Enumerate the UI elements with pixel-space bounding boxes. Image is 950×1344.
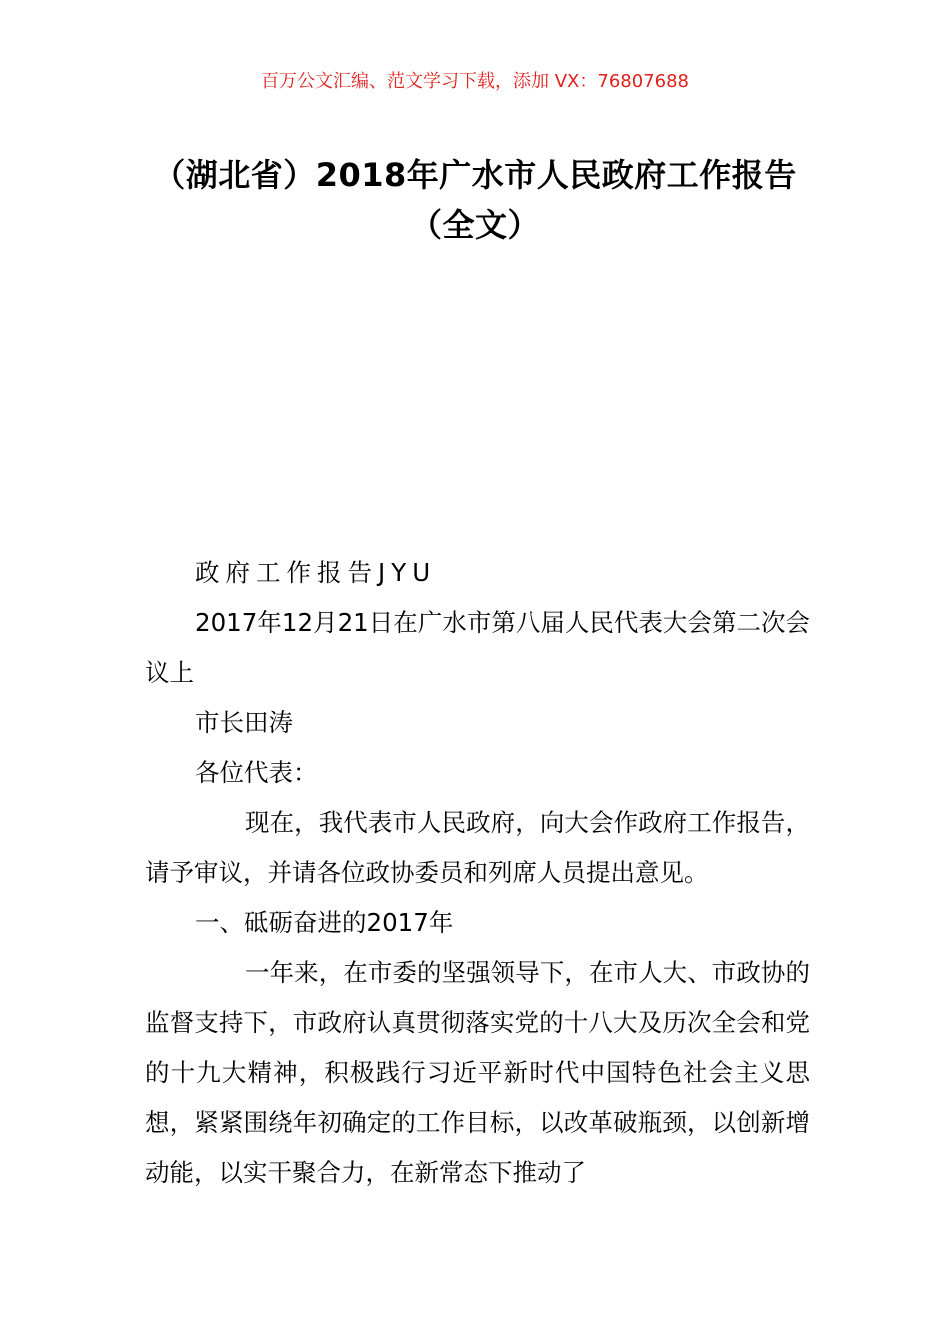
header-promo-note: 百万公文汇编、范文学习下载，添加 VX：76807688 [261, 71, 689, 92]
speaker-line: 市长田涛 [195, 708, 293, 737]
report-heading: 政府工作报告JYU [195, 558, 437, 587]
intro-paragraph: 现在，我代表市人民政府，向大会作政府工作报告，请予审议，并请各位政协委员和列席人员提出意见。 [145, 808, 810, 887]
document-title: （湖北省）2018年广水市人民政府工作报告（全文） [153, 156, 797, 244]
salutation: 各位代表： [195, 758, 318, 787]
meeting-line: 2017年12月21日在广水市第八届人民代表大会第二次会议上 [145, 608, 810, 687]
section-one-paragraph: 一年来，在市委的坚强领导下，在市人大、市政协的监督支持下，市政府认真贯彻落实党的十八大及历次全会和党的十九大精神，积极践行习近平新时代中国特色社会主义思想，紧紧围绕年初确定的工作目标，以改革破瓶颈，以创新增动能，以实干聚合力，在新常态下推动了 [145, 958, 810, 1187]
section-one-heading: 一、砥砺奋进的2017年 [195, 908, 454, 937]
document-body [145, 548, 810, 1198]
